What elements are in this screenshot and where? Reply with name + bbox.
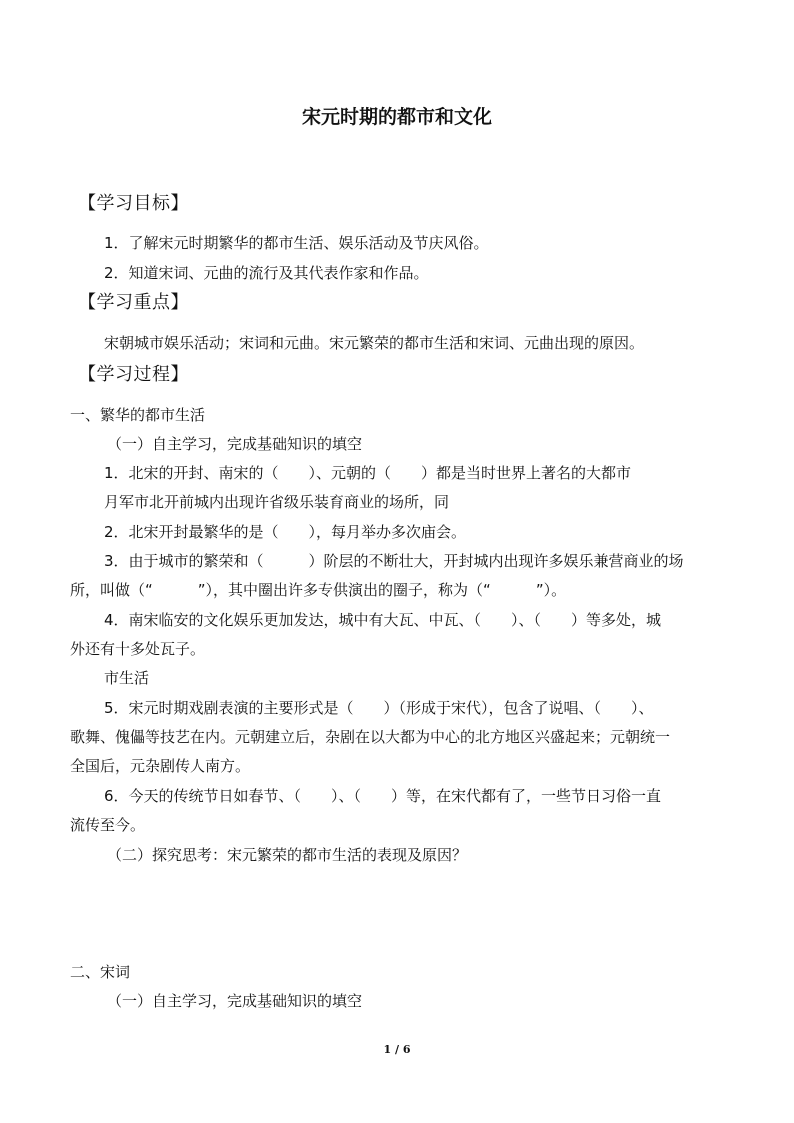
text-fragment: 市生活 (104, 669, 150, 687)
part1-subheading: （一）自主学习，完成基础知识的填空 (107, 435, 363, 453)
part2-subheading: （一）自主学习，完成基础知识的填空 (107, 992, 363, 1010)
part1-inquiry-question: （二）探究思考：宋元繁荣的都市生活的表现及原因？ (107, 846, 468, 864)
question-5-line-3: 全国后，元杂剧传人南方。 (70, 757, 251, 775)
part1-title: 一、繁华的都市生活 (70, 406, 206, 424)
key-points-text: 宋朝城市娱乐活动；宋词和元曲。宋元繁荣的都市生活和宋词、元曲出现的原因。 (104, 334, 645, 352)
question-3-line-1: 3．由于城市的繁荣和（ ）阶层的不断壮大，开封城内出现许多娱乐兼营商业的场 (104, 552, 684, 570)
process-heading: 【学习过程】 (78, 364, 189, 385)
question-1: 1．北宋的开封、南宋的（ ）、元朝的（ ）都是当时世界上著名的大都市 (104, 464, 632, 482)
page-indicator: 1 / 6 (383, 1043, 411, 1056)
question-6-line-2: 流传至今。 (70, 816, 146, 834)
objective-item-2: 2．知道宋词、元曲的流行及其代表作家和作品。 (104, 264, 429, 282)
question-5-line-1: 5．宋元时期戏剧表演的主要形式是（ ）（形成于宋代），包含了说唱、（ ）、 (104, 699, 654, 717)
question-4-line-1: 4．南宋临安的文化娱乐更加发达，城中有大瓦、中瓦、（ ）、（ ）等多处，城 (104, 611, 662, 629)
objectives-heading: 【学习目标】 (78, 193, 189, 214)
question-6-line-1: 6．今天的传统节日如春节、（ ）、（ ）等，在宋代都有了，一些节日习俗一直 (104, 787, 662, 805)
question-5-line-2: 歌舞、傀儡等技艺在内。元朝建立后，杂剧在以大都为中心的北方地区兴盛起来；元朝统一 (70, 728, 671, 746)
key-points-heading: 【学习重点】 (78, 292, 189, 313)
question-4-line-2: 外还有十多处瓦子。 (70, 640, 206, 658)
objective-item-1: 1．了解宋元时期繁华的都市生活、娱乐活动及节庆风俗。 (104, 234, 489, 252)
document-title: 宋元时期的都市和文化 (301, 106, 492, 128)
question-1-fragment: 月军市北开前城内出现许省级乐装育商业的场所，同 (104, 493, 450, 511)
part2-title: 二、宋词 (70, 963, 131, 981)
question-2: 2．北宋开封最繁华的是（ ），每月举办多次庙会。 (104, 523, 467, 541)
question-3-line-2: 所，叫做（“ ”），其中圈出许多专供演出的圈子，称为（“ ”）。 (70, 581, 567, 599)
